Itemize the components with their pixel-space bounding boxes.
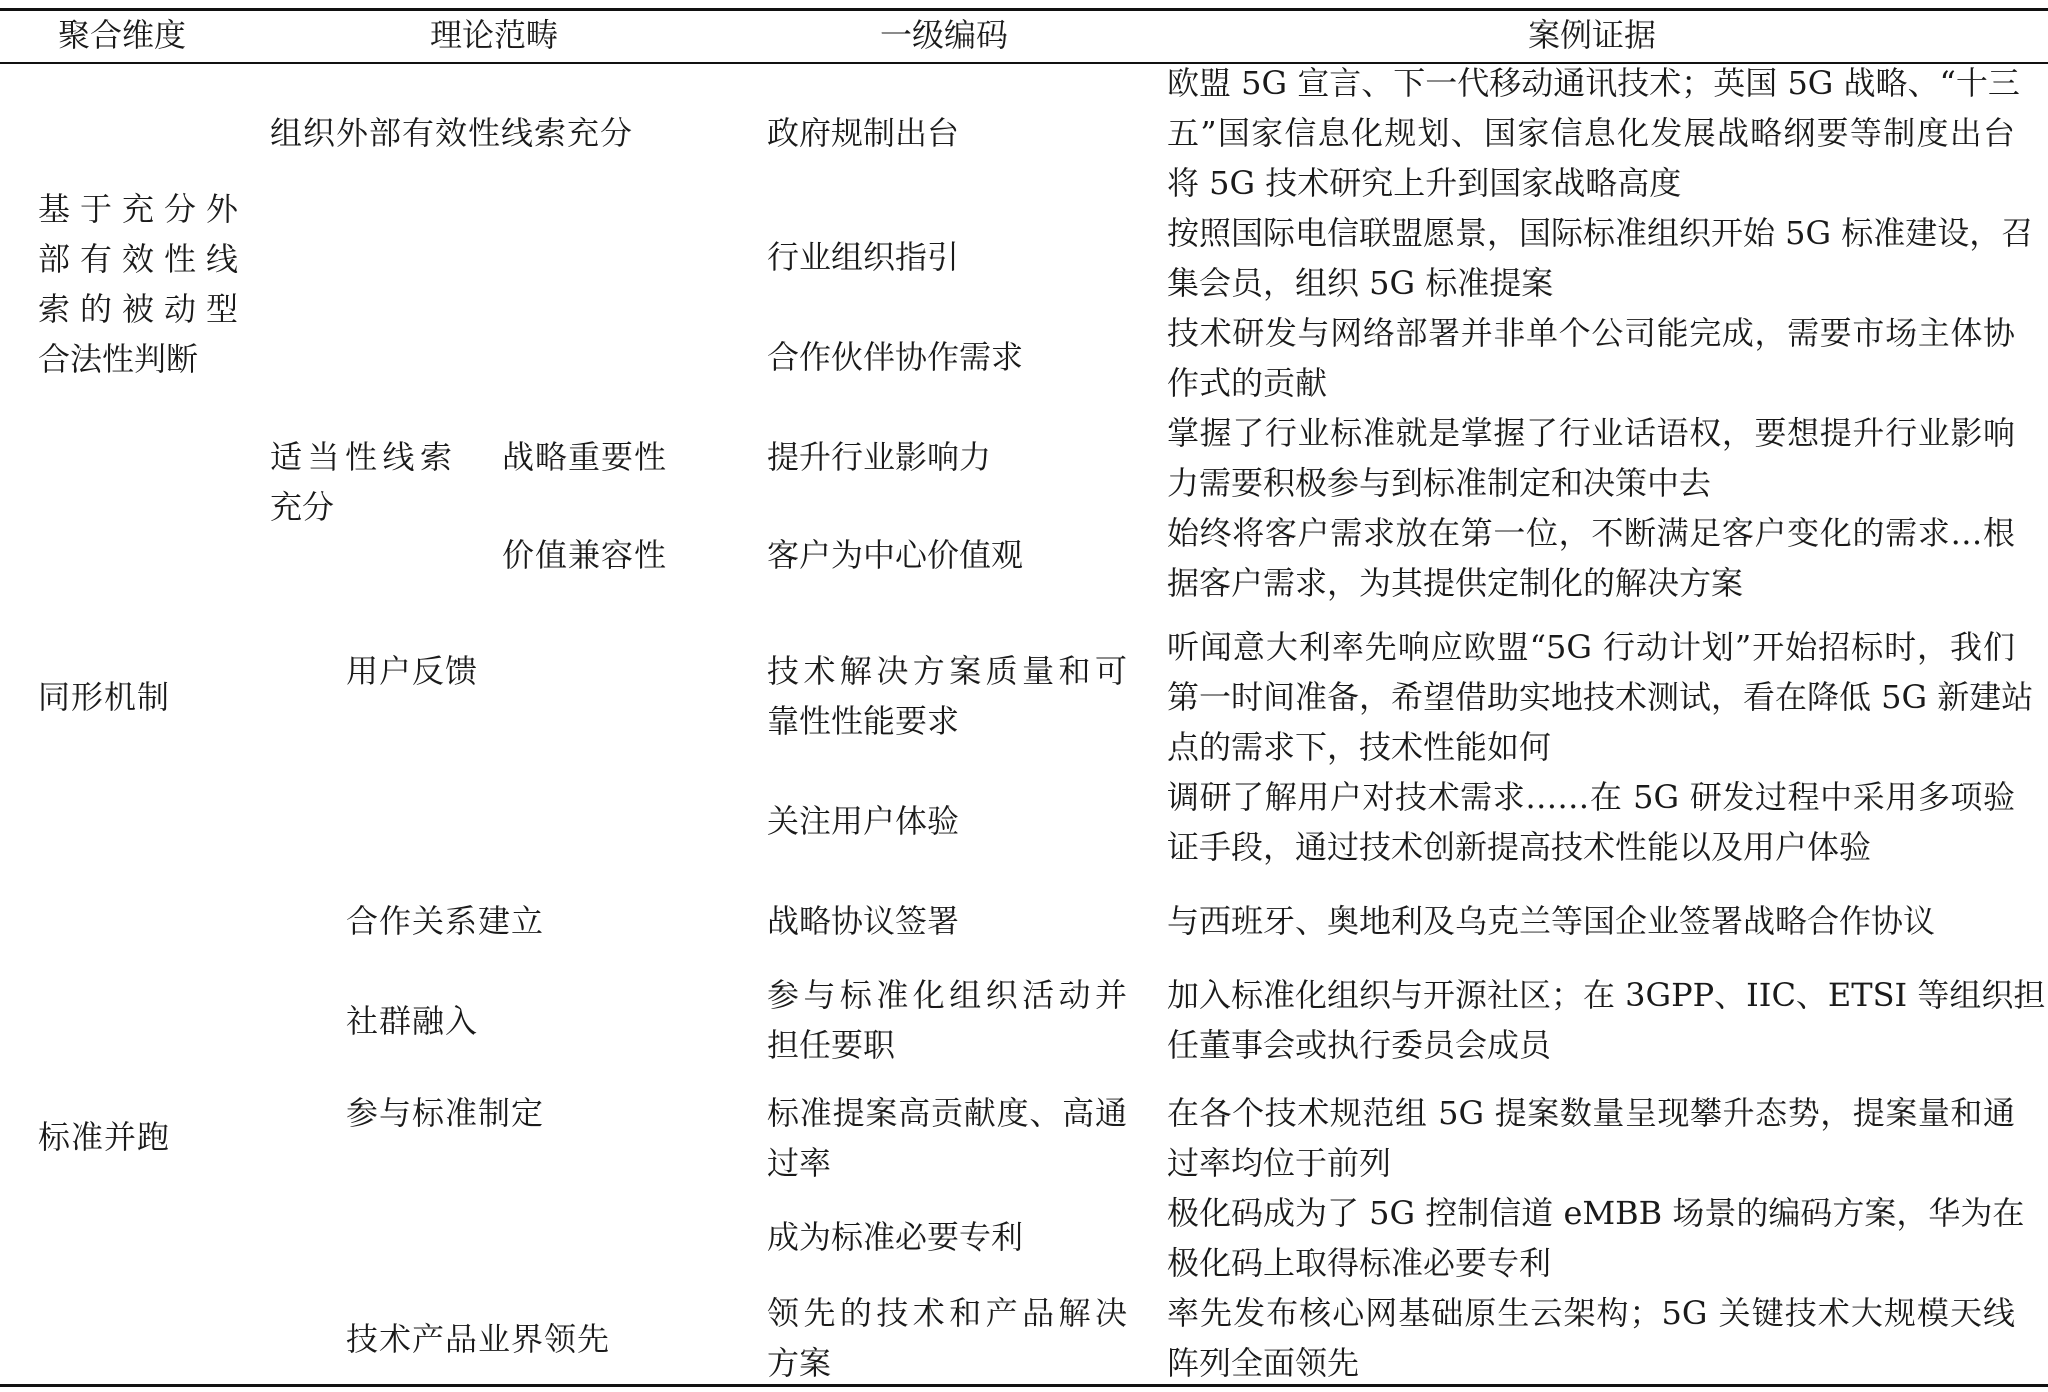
- evidence-line: 任董事会或执行委员会成员: [1167, 1026, 1552, 1064]
- category-external-validity: 组织外部有效性线索充分: [270, 114, 634, 152]
- table-bottom-rule: [0, 1384, 2048, 1387]
- code-line: 行业组织指引: [767, 238, 960, 276]
- code-line: 靠性性能要求: [767, 702, 960, 740]
- code-industry-guidance: [767, 232, 1127, 282]
- category-standard-setting: 参与标准制定: [346, 1094, 545, 1132]
- dimension-line: 基于充分外: [38, 190, 238, 228]
- code-line: 合作伙伴协作需求: [767, 338, 1024, 376]
- code-line: 客户为中心价值观: [767, 536, 1024, 574]
- code-line: 过率: [767, 1144, 832, 1182]
- code-government-regulation: [767, 108, 1127, 158]
- evidence-line: 掌握了行业标准就是掌握了行业话语权，要想提升行业影响: [1167, 414, 2015, 452]
- evidence-line: 听闻意大利率先响应欧盟“5G 行动计划”开始招标时，我们: [1167, 628, 2015, 666]
- subcategory-value-compatibility: 价值兼容性: [502, 536, 668, 574]
- header-dimension: 聚合维度: [58, 16, 187, 54]
- header-category: 理论范畴: [430, 16, 559, 54]
- table-top-rule: [0, 8, 2048, 11]
- category-appropriateness: [270, 432, 452, 532]
- evidence-line: 作式的贡献: [1167, 364, 1328, 402]
- code-leading-solution: [767, 1288, 1127, 1388]
- evidence-core-network: [1167, 1288, 2015, 1388]
- evidence-line: 五”国家信息化规划、国家信息化发展战略纲要等制度出台: [1167, 114, 2015, 152]
- evidence-user-research: [1167, 772, 2015, 872]
- header-code: 一级编码: [880, 16, 1009, 54]
- code-solution-quality: [767, 646, 1127, 746]
- evidence-itu-vision: [1167, 208, 2034, 308]
- code-industry-influence: [767, 432, 1127, 482]
- code-user-experience: [767, 796, 1127, 846]
- category-community: 社群融入: [346, 1002, 479, 1040]
- code-line: 方案: [767, 1344, 832, 1382]
- category-line: 充分: [270, 488, 335, 526]
- evidence-polar-code: [1167, 1188, 2025, 1288]
- evidence-line: 阵列全面领先: [1167, 1344, 1360, 1382]
- evidence-italy-tender: [1167, 622, 2034, 772]
- code-line: 成为标准必要专利: [767, 1218, 1024, 1256]
- header-evidence: 案例证据: [1528, 16, 1657, 54]
- code-strategic-agreement: [767, 896, 1127, 946]
- code-line: 领先的技术和产品解决: [767, 1294, 1127, 1332]
- evidence-line: 力需要积极参与到标准制定和决策中去: [1167, 464, 1712, 502]
- code-customer-centric: [767, 530, 1127, 580]
- dimension-isomorphism: 同形机制: [38, 678, 171, 716]
- evidence-line: 始终将客户需求放在第一位，不断满足客户变化的需求…根: [1167, 514, 2015, 552]
- code-line: 标准提案高贡献度、高通: [767, 1094, 1127, 1132]
- dimension-line: 部有效性线: [38, 240, 238, 278]
- evidence-line: 第一时间准备，希望借助实地技术测试，看在降低 5G 新建站: [1167, 678, 2034, 716]
- evidence-line: 在各个技术规范组 5G 提案数量呈现攀升态势，提案量和通: [1167, 1094, 2015, 1132]
- evidence-proposals: [1167, 1088, 2015, 1188]
- evidence-line: 技术研发与网络部署并非单个公司能完成，需要市场主体协: [1167, 314, 2015, 352]
- evidence-policy: [1167, 58, 2020, 208]
- code-line: 关注用户体验: [767, 802, 960, 840]
- code-line: 担任要职: [767, 1026, 896, 1064]
- category-partnership: 合作关系建立: [346, 902, 545, 940]
- evidence-line: 按照国际电信联盟愿景，国际标准组织开始 5G 标准建设，召: [1167, 214, 2034, 252]
- dimension-line: 合法性判断: [38, 340, 199, 378]
- evidence-standard-orgs: [1167, 970, 2046, 1070]
- subcategory-strategic-importance: 战略重要性: [502, 438, 668, 476]
- evidence-line: 欧盟 5G 宣言、下一代移动通讯技术；英国 5G 战略、“十三: [1167, 64, 2020, 102]
- evidence-line: 极化码上取得标准必要专利: [1167, 1244, 1552, 1282]
- code-proposal-contribution: [767, 1088, 1127, 1188]
- code-line: 参与标准化组织活动并: [767, 976, 1127, 1014]
- evidence-line: 调研了解用户对技术需求……在 5G 研发过程中采用多项验: [1167, 778, 2015, 816]
- code-line: 技术解决方案质量和可: [767, 652, 1127, 690]
- code-essential-patent: [767, 1212, 1127, 1262]
- dimension-passive-legitimacy: [38, 184, 238, 384]
- evidence-line: 据客户需求，为其提供定制化的解决方案: [1167, 564, 1744, 602]
- evidence-line: 过率均位于前列: [1167, 1144, 1392, 1182]
- evidence-line: 证手段，通过技术创新提高技术性能以及用户体验: [1167, 828, 1872, 866]
- dimension-line: 索的被动型: [38, 290, 238, 328]
- evidence-strategic-agreements: [1167, 896, 2015, 946]
- category-line: 适当性线索: [270, 438, 452, 476]
- evidence-line: 与西班牙、奥地利及乌克兰等国企业签署战略合作协议: [1167, 902, 1936, 940]
- evidence-line: 集会员，组织 5G 标准提案: [1167, 264, 1554, 302]
- category-user-feedback: 用户反馈: [346, 652, 479, 690]
- code-line: 政府规制出台: [767, 114, 960, 152]
- code-standard-org-role: [767, 970, 1127, 1070]
- dimension-standard-parallel: 标准并跑: [38, 1118, 171, 1156]
- evidence-line: 点的需求下，技术性能如何: [1167, 728, 1552, 766]
- category-tech-leading: 技术产品业界领先: [346, 1320, 611, 1358]
- code-partner-collaboration: [767, 332, 1127, 382]
- evidence-collaboration: [1167, 308, 2015, 408]
- code-line: 提升行业影响力: [767, 438, 992, 476]
- evidence-line: 极化码成为了 5G 控制信道 eMBB 场景的编码方案，华为在: [1167, 1194, 2025, 1232]
- code-line: 战略协议签署: [767, 902, 960, 940]
- evidence-line: 加入标准化组织与开源社区；在 3GPP、IIC、ETSI 等组织担: [1167, 976, 2046, 1014]
- evidence-line: 率先发布核心网基础原生云架构；5G 关键技术大规模天线: [1167, 1294, 2015, 1332]
- evidence-line: 将 5G 技术研究上升到国家战略高度: [1167, 164, 1682, 202]
- evidence-customer-needs: [1167, 508, 2015, 608]
- evidence-discourse-power: [1167, 408, 2015, 508]
